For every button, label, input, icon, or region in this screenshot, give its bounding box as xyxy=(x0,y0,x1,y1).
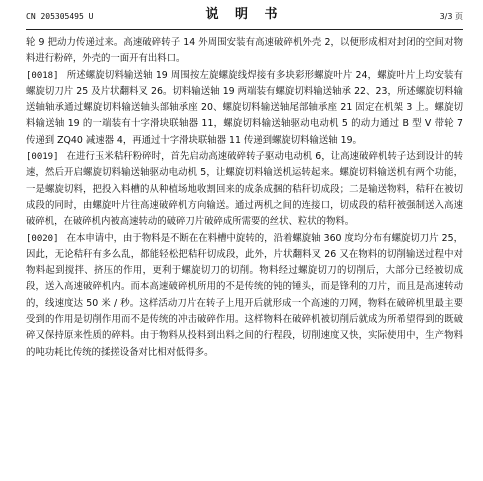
paragraph-0019 xyxy=(26,149,463,230)
publication-number: CN 205305495 U xyxy=(26,12,94,21)
paragraph-number: [0018] xyxy=(26,70,59,81)
paragraph-text: 所述螺旋切料输送轴 19 周围按左旋螺旋线焊接有多块彩形螺旋叶片 24，螺旋叶片上均安装有螺旋切刀片 25 及片状翻料叉 26。切料输送轴 19 两端装有螺旋切料输送轴承 22、23，所述螺旋切料输送轴轴承通过螺旋切料输送轴头部轴承座 20、螺旋切料输送轴尾部轴承座 21 固定在机架 3 上。螺旋切料输送轴 19 的一端装有十字滑块联轴器 11，螺旋切料输送轴驱动电动机 5 的动力通过 B 型 V 带轮 7 传递到 ZQ40 减速器 4，再通过十字滑块联轴器 11 传递到螺旋切料输送轴 19。 xyxy=(26,69,463,146)
paragraph-continuation xyxy=(26,35,463,68)
paragraph-text: 轮 9 把动力传递过来。高速破碎转子 14 外周围安装有高速破碎机外壳 2，以便形成相对封闭的空间对物料进行粉碎，外壳的一面开有出料口。 xyxy=(26,37,463,65)
paragraph-0020 xyxy=(26,231,463,361)
paragraph-number: [0019] xyxy=(26,152,59,163)
page-number: 3/3 页 xyxy=(439,12,463,21)
paragraph-text: 在本申请中，由于物料是不断在在料槽中旋转的，沿着螺旋轴 360 度均分布有螺旋切刀片 25，因此，无论秸秆有多么乱，都能轻松把秸秆切成段，此外，片状翻料叉 26 又在物料的切削输送过程中对物料起到搅拌、挤压的作用，更利于螺旋切刀的切削。物料经过螺旋切刀的切削后，大部分已经被切成段，送入高速破碎机内。而本高速破碎机所用的不是传统的钝的锤头，而是锋利的刀片，而且是高速转动的，线速度达 50 米 / 秒。这样活动刀片在转子上甩开后就形成一个高速的刀网，物料在破碎机里最主要受到的作用是切削作用而不是传统的冲击破碎作用。这样物料在破碎机被切削后就成为所希望得到的既破碎又保持原来性质的碎料。由于物料从投料到出料之间的行程段，切削速度又快，实际使用中，生产物料的吨功耗比传统的揉搓设备对比相对低得多。 xyxy=(26,232,463,358)
paragraph-number: [0020] xyxy=(26,233,59,244)
document-body xyxy=(26,35,463,361)
paragraph-text: 在进行玉米秸秆粉碎时，首先启动高速破碎转子驱动电动机 6，让高速破碎机转子达到设计的转速，然后开启螺旋切料输送轴驱动电动机 5，让螺旋切料输送机运转起来。螺旋切料输送机有两个功能，一是螺旋切料，把投入料槽的从种植场地收割回来的成条成捆的秸秆切成段；二是输送物料，秸秆在被切成段的同时，由螺旋叶片往高速破碎机方向输送。通过两机之间的连接口，切成段的秸秆被强制送入高速破碎机，在破碎机内被高速转动的破碎刀片破碎成所需要的丝状、粒状的物料。 xyxy=(26,151,463,228)
document-title: 说 明 书 xyxy=(205,7,284,22)
header-rule xyxy=(26,29,463,30)
paragraph-0018 xyxy=(26,68,463,149)
page-header xyxy=(26,8,463,26)
